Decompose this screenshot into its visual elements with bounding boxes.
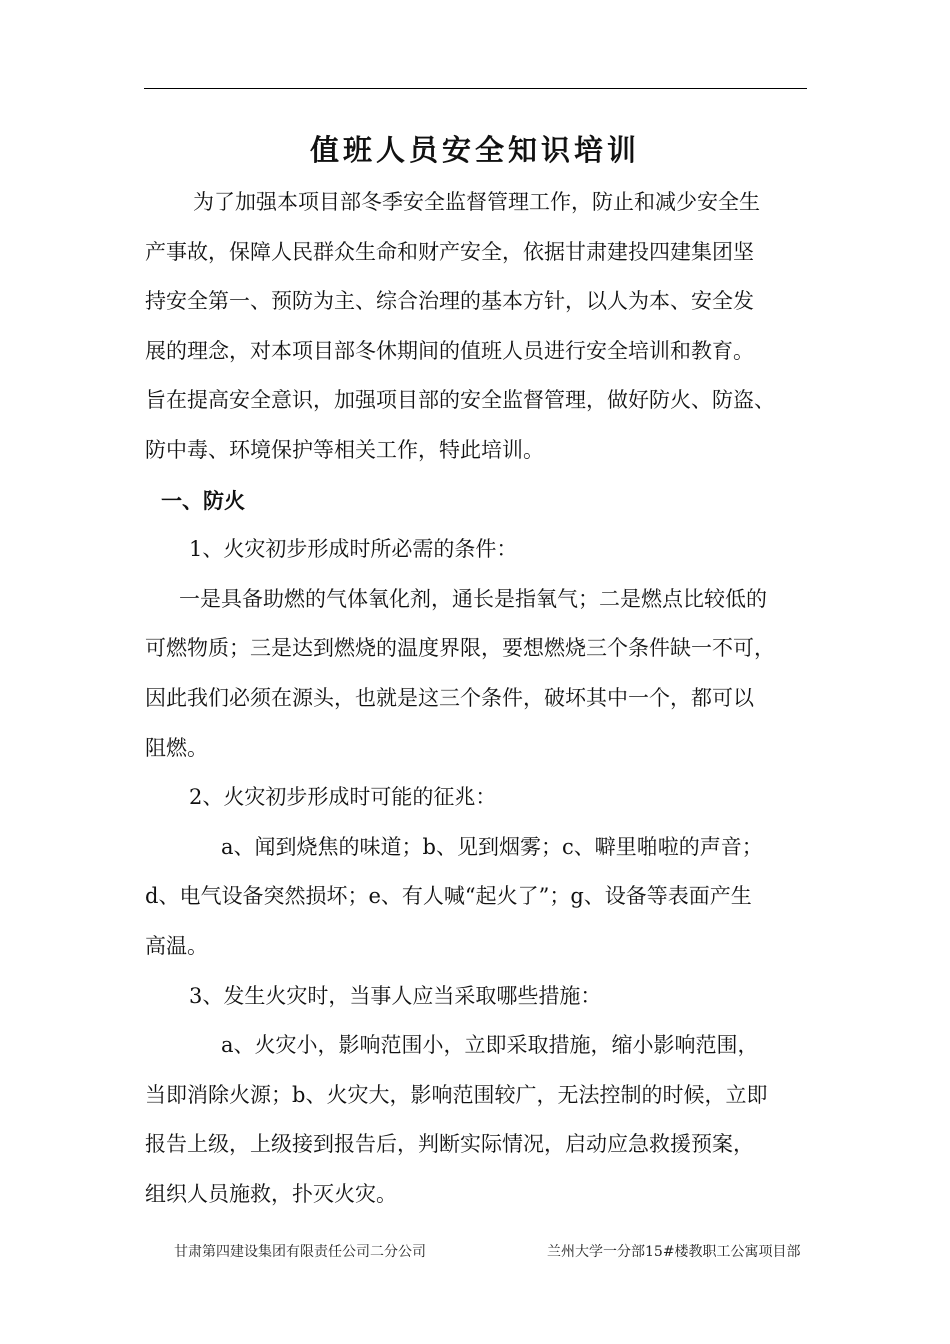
body-line: a、闻到烧焦的味道；b、见到烟雾；c、噼里啪啦的声音；	[221, 834, 763, 859]
body-line: 高温。	[145, 933, 208, 958]
body-line: 3、发生火灾时，当事人应当采取哪些措施：	[189, 983, 602, 1008]
document-body	[145, 178, 825, 1219]
section-heading: 一、防火	[161, 487, 245, 513]
footer-project: 兰州大学一分部15#楼教职工公寓项目部	[547, 1244, 801, 1260]
body-line: 阻燃。	[145, 735, 208, 760]
body-line: 当即消除火源；b、火灾大，影响范围较广，无法控制的时候，立即	[145, 1082, 768, 1107]
header-rule	[144, 88, 807, 89]
body-line: 展的理念，对本项目部冬休期间的值班人员进行安全培训和教育。	[145, 338, 754, 363]
page-title: 值班人员安全知识培训	[309, 133, 640, 167]
body-line: a、火灾小，影响范围小，立即采取措施，缩小影响范围，	[221, 1033, 759, 1058]
body-line: 旨在提高安全意识，加强项目部的安全监督管理，做好防火、防盗、	[145, 388, 775, 413]
body-line: d、电气设备突然损坏；e、有人喊“起火了”；g、设备等表面产生	[145, 884, 752, 909]
body-line: 一是具备助燃的气体氧化剂，通长是指氧气；二是燃点比较低的	[179, 586, 767, 611]
body-line: 报告上级，上级接到报告后，判断实际情况，启动应急救援预案，	[145, 1132, 754, 1157]
body-line: 1、火灾初步形成时所必需的条件：	[189, 537, 518, 562]
body-line: 组织人员施救，扑灭火灾。	[145, 1181, 397, 1206]
body-line: 因此我们必须在源头，也就是这三个条件，破坏其中一个，都可以	[145, 685, 754, 710]
body-line: 产事故，保障人民群众生命和财产安全，依据甘肃建投四建集团坚	[145, 239, 754, 264]
body-line: 2、火灾初步形成时可能的征兆：	[189, 785, 497, 810]
body-line: 可燃物质；三是达到燃烧的温度界限，要想燃烧三个条件缺一不可，	[145, 636, 775, 661]
footer-company: 甘肃第四建设集团有限责任公司二分公司	[174, 1244, 426, 1260]
body-line: 为了加强本项目部冬季安全监督管理工作，防止和减少安全生	[193, 190, 760, 214]
body-line: 防中毒、环境保护等相关工作，特此培训。	[145, 437, 544, 462]
body-line: 持安全第一、预防为主、综合治理的基本方针，以人为本、安全发	[145, 289, 754, 314]
